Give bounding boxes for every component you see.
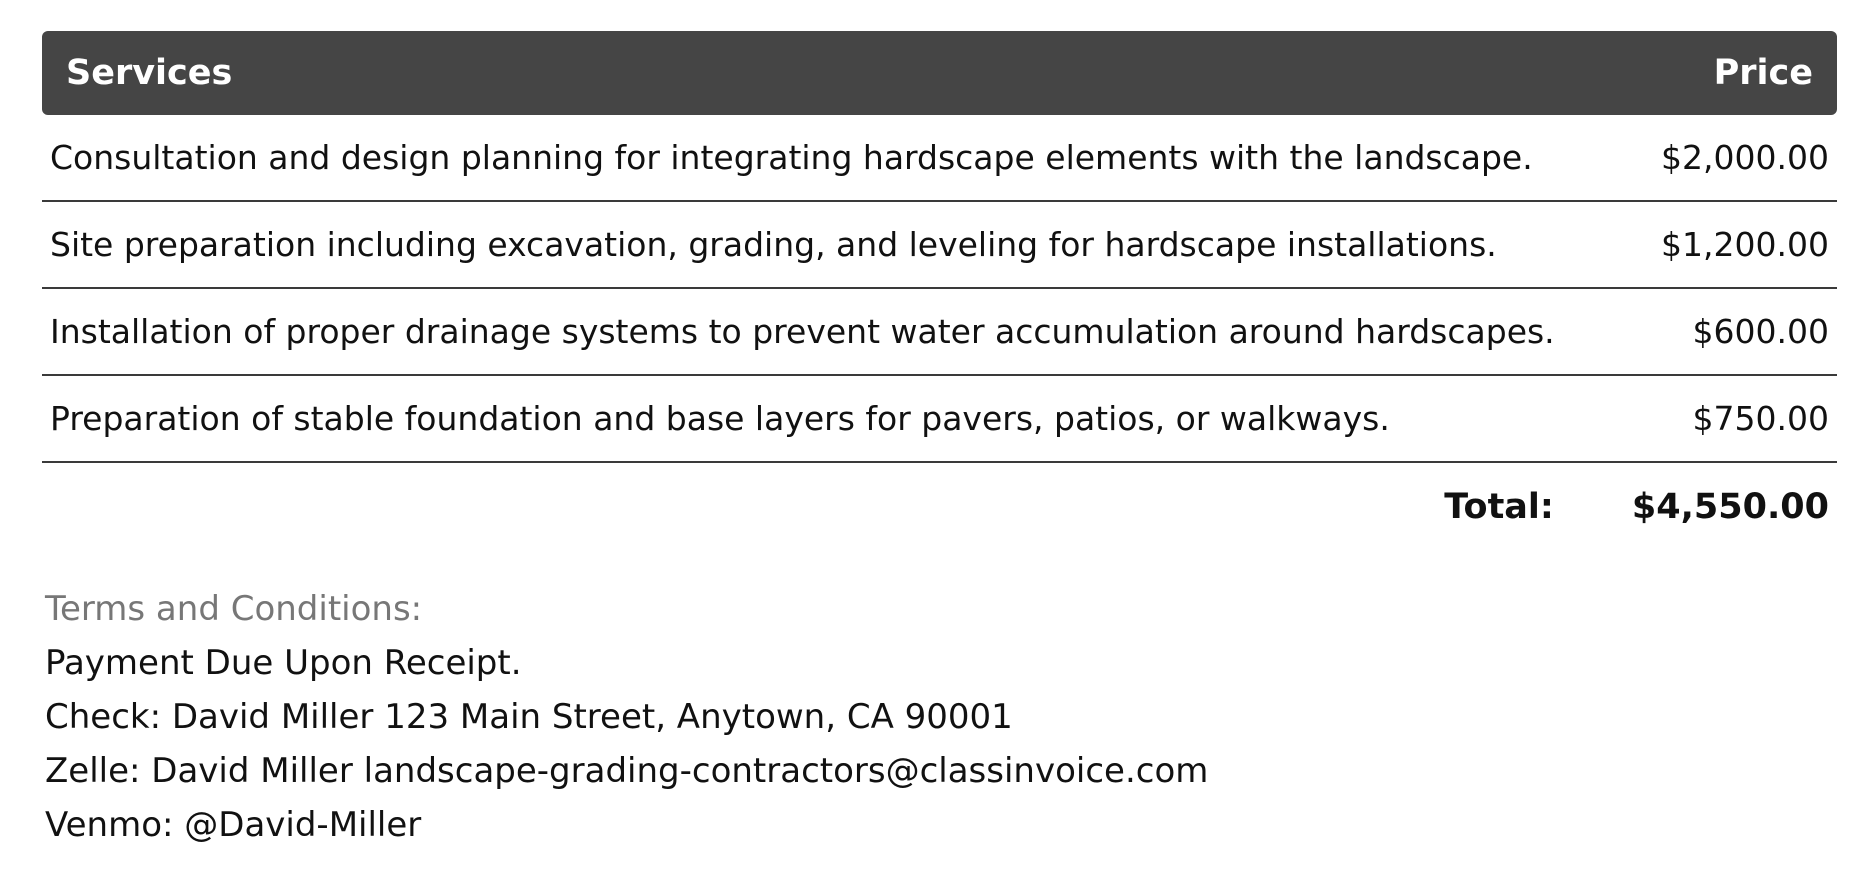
price-column-header: Price (1713, 53, 1813, 93)
terms-heading: Terms and Conditions: (45, 589, 423, 629)
services-table (42, 31, 1837, 550)
venmo-payment-info: Venmo: @David-Miller (45, 805, 422, 845)
service-price: $600.00 (1692, 312, 1829, 351)
zelle-payment-info: Zelle: David Miller landscape-grading-contractors@classinvoice.com (45, 751, 1209, 791)
service-description: Site preparation including excavation, grading, and leveling for hardscape installations. (50, 225, 1497, 264)
service-description: Installation of proper drainage systems to prevent water accumulation around hardscapes. (50, 312, 1555, 351)
service-price: $750.00 (1692, 399, 1829, 438)
service-description: Consultation and design planning for integrating hardscape elements with the landscape. (50, 138, 1533, 177)
service-description: Preparation of stable foundation and base layers for pavers, patios, or walkways. (50, 399, 1390, 438)
table-row (42, 202, 1837, 289)
table-row (42, 289, 1837, 376)
check-payment-info: Check: David Miller 123 Main Street, Anytown, CA 90001 (45, 697, 1013, 737)
table-row (42, 115, 1837, 202)
table-header (42, 31, 1837, 115)
total-label: Total: (1444, 486, 1554, 527)
terms-section (45, 582, 1208, 852)
service-price: $2,000.00 (1661, 138, 1829, 177)
payment-due-note: Payment Due Upon Receipt. (45, 643, 522, 683)
table-row (42, 376, 1837, 463)
service-price: $1,200.00 (1661, 225, 1829, 264)
total-value: $4,550.00 (1631, 486, 1829, 527)
services-column-header: Services (66, 53, 233, 93)
total-row (42, 463, 1837, 550)
